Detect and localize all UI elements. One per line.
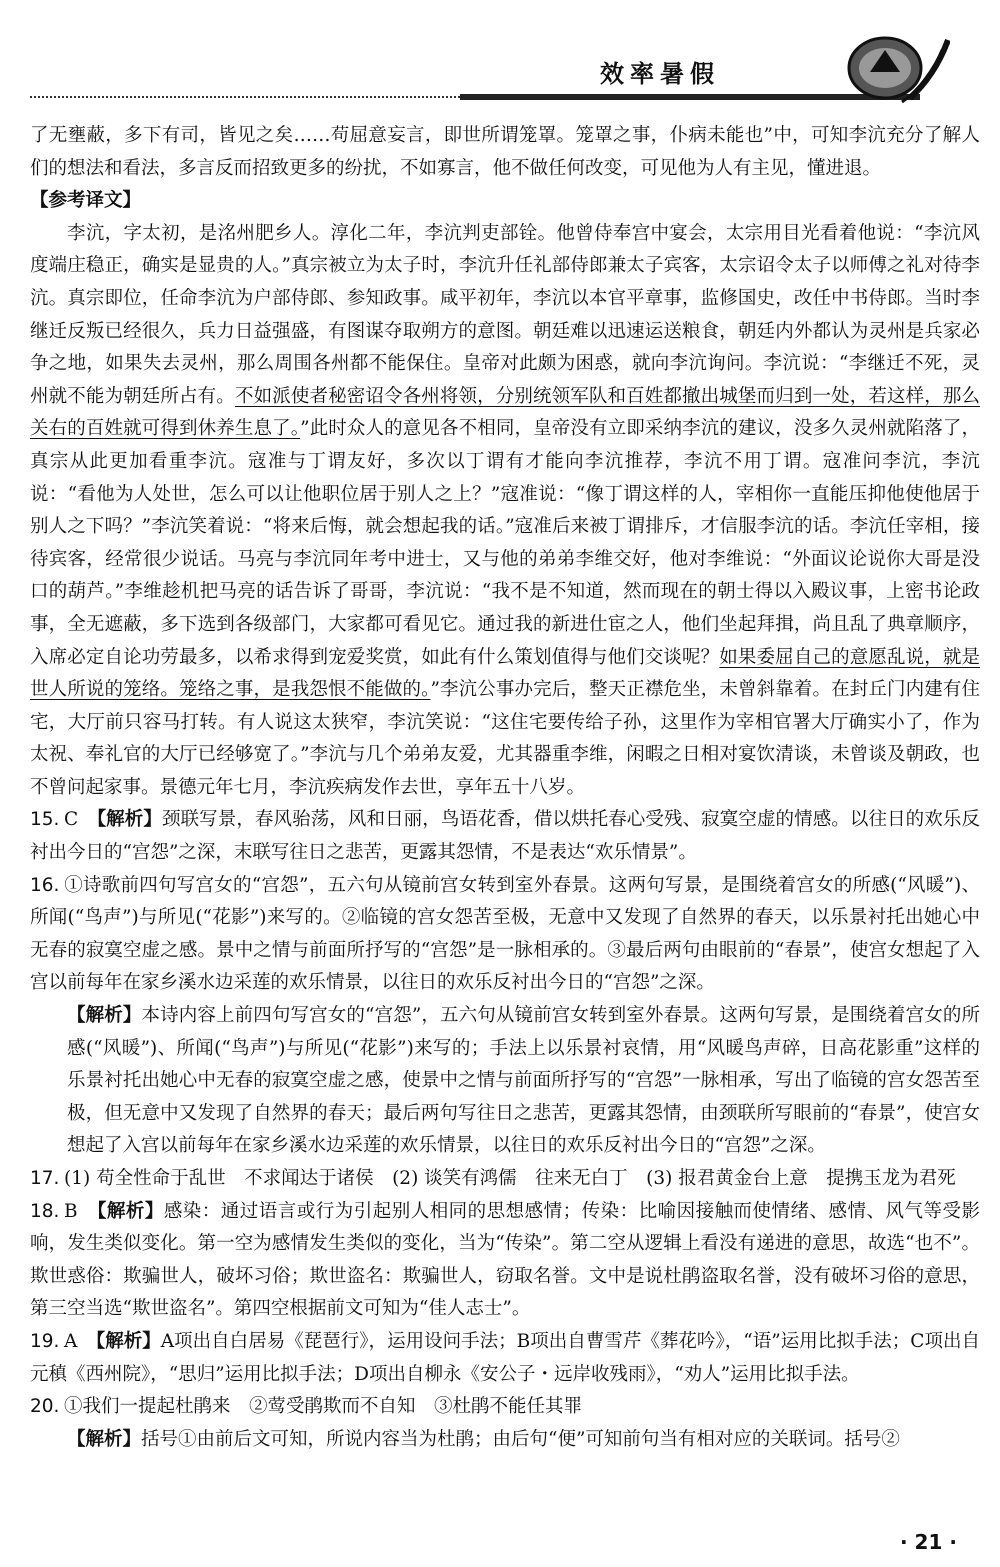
item-16-analysis xyxy=(30,1000,980,1163)
answer-choice: B xyxy=(64,1200,78,1222)
answer-item-15 xyxy=(30,804,980,869)
answer-choice: A xyxy=(64,1330,78,1352)
analysis-text: A项出自白居易《琵琶行》，运用设问手法；B项出自曹雪芹《葬花吟》，“语”运用比拟手法；C项出自元稹《西州院》，“思归”运用比拟手法；D项出自柳永《安公子・远岸收残雨》，“劝人”运用比拟手法。 xyxy=(30,1330,980,1385)
analysis-label: 【解析】 xyxy=(67,1428,142,1450)
analysis-label: 【解析】 xyxy=(67,1005,142,1027)
translation-underlined-2: 如果委屈自己的意愿乱说，就是世人所说的笼络。笼络之事，是我怨恨不能做的。 xyxy=(30,646,980,701)
answer-text: ①我们一提起杜鹃来 ②莺受鹃欺而不自知 ③杜鹃不能任其罪 xyxy=(64,1396,583,1418)
translation-text-1: 李沆，字太初，是洺州肥乡人。淳化二年，李沆判吏部铨。他曾侍奉宫中宴会，太宗用目光看着他说：“李沆风度端庄稳正，确实是显贵的人。”真宗被立为太子时，李沆升任礼部侍郎兼太子宾客，太宗诏令太子以师傅之礼对待李沆。真宗即位，任命李沆为户部侍郎、参知政事。咸平初年，李沆以本官平章事，监修国史，改任中书侍郎。当时李继迁反叛已经很久，兵力日益强盛，有图谋夺取朔方的意图。朝廷难以迅速运送粮食，朝廷内外都认为灵州是兵家必争之地，如果失去灵州，那么周围各州都不能保住。皇帝对此颇为困惑，就向李沆询问。李沆说：“李继迁不死，灵州就不能为朝廷所占有。 xyxy=(30,222,980,407)
translation-text-2: ”此时众人的意见各不相同，皇帝没有立即采纳李沆的建议，没多久灵州就陷落了，真宗从此更加看重李沆。寇准与丁谓友好，多次以丁谓有才能向李沆推荐，李沆不用丁谓。寇准问李沆，李沆说：“看他为人处世，怎么可以让他职位居于别人之上？”寇准说：“像丁谓这样的人，宰相你一直能压抑他使他居于别人之下吗？”李沆笑着说：“将来后悔，就会想起我的话。”寇准后来被丁谓排斥，才信服李沆的话。李沆任宰相，接待宾客，经常很少说话。马亮与李沆同年考中进士，又与他的弟弟李维交好，他对李维说：“外面议论说你大哥是没口的葫芦。”李维趁机把马亮的话告诉了哥哥，李沆说：“我不是不知道，然而现在的朝士得以入殿议事，上密书论政事，全无遮蔽，多下选到各级部门，大家都可看见它。通过我的新进仕宦之人，他们坐起拜揖，尚且乱了典章顺序，入席必定自论功劳最多，以希求得到宠爱奖赏，如此有什么策划值得与他们交谈呢？ xyxy=(30,418,980,668)
answer-item-19 xyxy=(30,1326,980,1391)
translation-text-3: ”李沆公事办完后，整天正襟危坐，未曾斜靠着。在封丘门内建有住宅，大厅前只容马打转。有人说这太狭窄，李沆笑说：“这住宅要传给子孙，这里作为宰相官署大厅确实小了，作为太祝、奉礼官的大厅已经够宽了。”李沆与几个弟弟友爱，尤其器重李维，闲暇之日相对宴饮清谈，未曾谈及朝政，也不曾问起家事。景德元年七月，李沆疾病发作去世，享年五十八岁。 xyxy=(30,679,980,798)
item-number: 20. xyxy=(30,1396,60,1418)
analysis-label: 【解析】 xyxy=(96,809,162,831)
page-number: · 21 · xyxy=(900,1530,957,1554)
translation-paragraph xyxy=(30,218,980,805)
answer-text: (1) 苟全性命于乱世 不求闻达于诸侯 (2) 谈笑有鸿儒 往来无白丁 (3) 报君黄金台上意 提携玉龙为君死 xyxy=(64,1168,956,1189)
translation-heading: 【参考译文】 xyxy=(30,190,142,212)
intro-paragraph: 了无壅蔽，多下有司，皆见之矣……苟屈意妄言，即世所谓笼罩。笼罩之事，仆病未能也”中，可知李沆充分了解人们的想法和看法，多言反而招致更多的纷扰，不如寡言，他不做任何改变，可见他为人有主见，懂进退。 xyxy=(30,125,980,179)
header-title: 效率暑假 xyxy=(600,59,720,88)
answer-item-20 xyxy=(30,1391,980,1424)
item-20-analysis xyxy=(30,1424,980,1457)
publisher-logo-icon xyxy=(840,20,950,110)
header-dotted-rule xyxy=(30,96,460,98)
answer-choice: C xyxy=(64,809,79,831)
answer-item-16 xyxy=(30,870,980,1000)
item-number: 19. xyxy=(30,1330,60,1352)
item-number: 15. xyxy=(30,809,60,831)
answer-item-18 xyxy=(30,1196,980,1326)
analysis-label: 【解析】 xyxy=(95,1330,161,1352)
answer-text: ①诗歌前四句写宫女的“宫怨”，五六句从镜前宫女转到室外春景。这两句写景，是围绕着宫女的所感(“风暖”)、所闻(“鸟声”)与所见(“花影”)来写的。②临镜的宫女怨苦至极，无意中又发现了自然界的春天，以乐景衬托出她心中无春的寂寞空虚之感。景中之情与前面所抒写的“宫怨”是一脉相承的。③最后两句由眼前的“春景”，使宫女想起了入宫以前每年在家乡溪水边采莲的欢乐情景，以往日的欢乐反衬出今日的“宫怨”之深。 xyxy=(30,874,980,994)
analysis-label: 【解析】 xyxy=(97,1200,164,1222)
translation-underlined-1: 不如派使者秘密诏令各州将领，分别统领军队和百姓都撤出城堡而归到一处，若这样，那么关右的百姓就可得到休养生息了。 xyxy=(30,385,980,440)
item-number: 16. xyxy=(30,874,60,896)
analysis-text: 括号①由前后文可知，所说内容当为杜鹃；由后句“便”可知前句当有相对应的关联词。括号② xyxy=(141,1428,900,1450)
item-number: 17. xyxy=(30,1168,60,1189)
answer-item-17 xyxy=(30,1163,980,1196)
analysis-text: 本诗内容上前四句写宫女的“宫怨”，五六句从镜前宫女转到室外春景。这两句写景，是围绕着宫女的所感(“风暖”)、所闻(“鸟声”)与所见(“花影”)来写的；手法上以乐景衬哀情，用“风暖鸟声碎，日高花影重”这样的乐景衬托出她心中无春的寂寞空虚之感，使景中之情与前面所抒写的“宫怨”一脉相承，写出了临镜的宫女怨苦至极，但无意中又发现了自然界的春天；最后两句写往日之悲苦，更露其怨情，由颈联所写眼前的“春景”，使宫女想起了入宫以前每年在家乡溪水边采莲的欢乐情景，以往日的欢乐反衬出今日的“宫怨”之深。 xyxy=(67,1005,980,1157)
analysis-text: 感染：通过语言或行为引起别人相同的思想感情；传染：比喻因接触而使情绪、感情、风气等受影响，发生类似变化。第一空为感情发生类似的变化，当为“传染”。第二空从逻辑上看没有递进的意思，故选“也不”。欺世惑俗：欺骗世人，破坏习俗；欺世盗名：欺骗世人，窃取名誉。文中是说杜鹃盗取名誉，没有破坏习俗的意思，第三空当选“欺世盗名”。第四空根据前文可知为“佳人志士”。 xyxy=(30,1200,980,1320)
page-content xyxy=(30,120,980,1456)
item-number: 18. xyxy=(30,1200,60,1222)
page-header xyxy=(0,0,1000,110)
analysis-text: 颈联写景，春风骀荡，风和日丽，鸟语花香，借以烘托春心受残、寂寞空虚的情感。以往日的欢乐反衬出今日的“宫怨”之深，末联写往日之悲苦，更露其怨情，不是表达“欢乐情景”。 xyxy=(30,809,980,864)
